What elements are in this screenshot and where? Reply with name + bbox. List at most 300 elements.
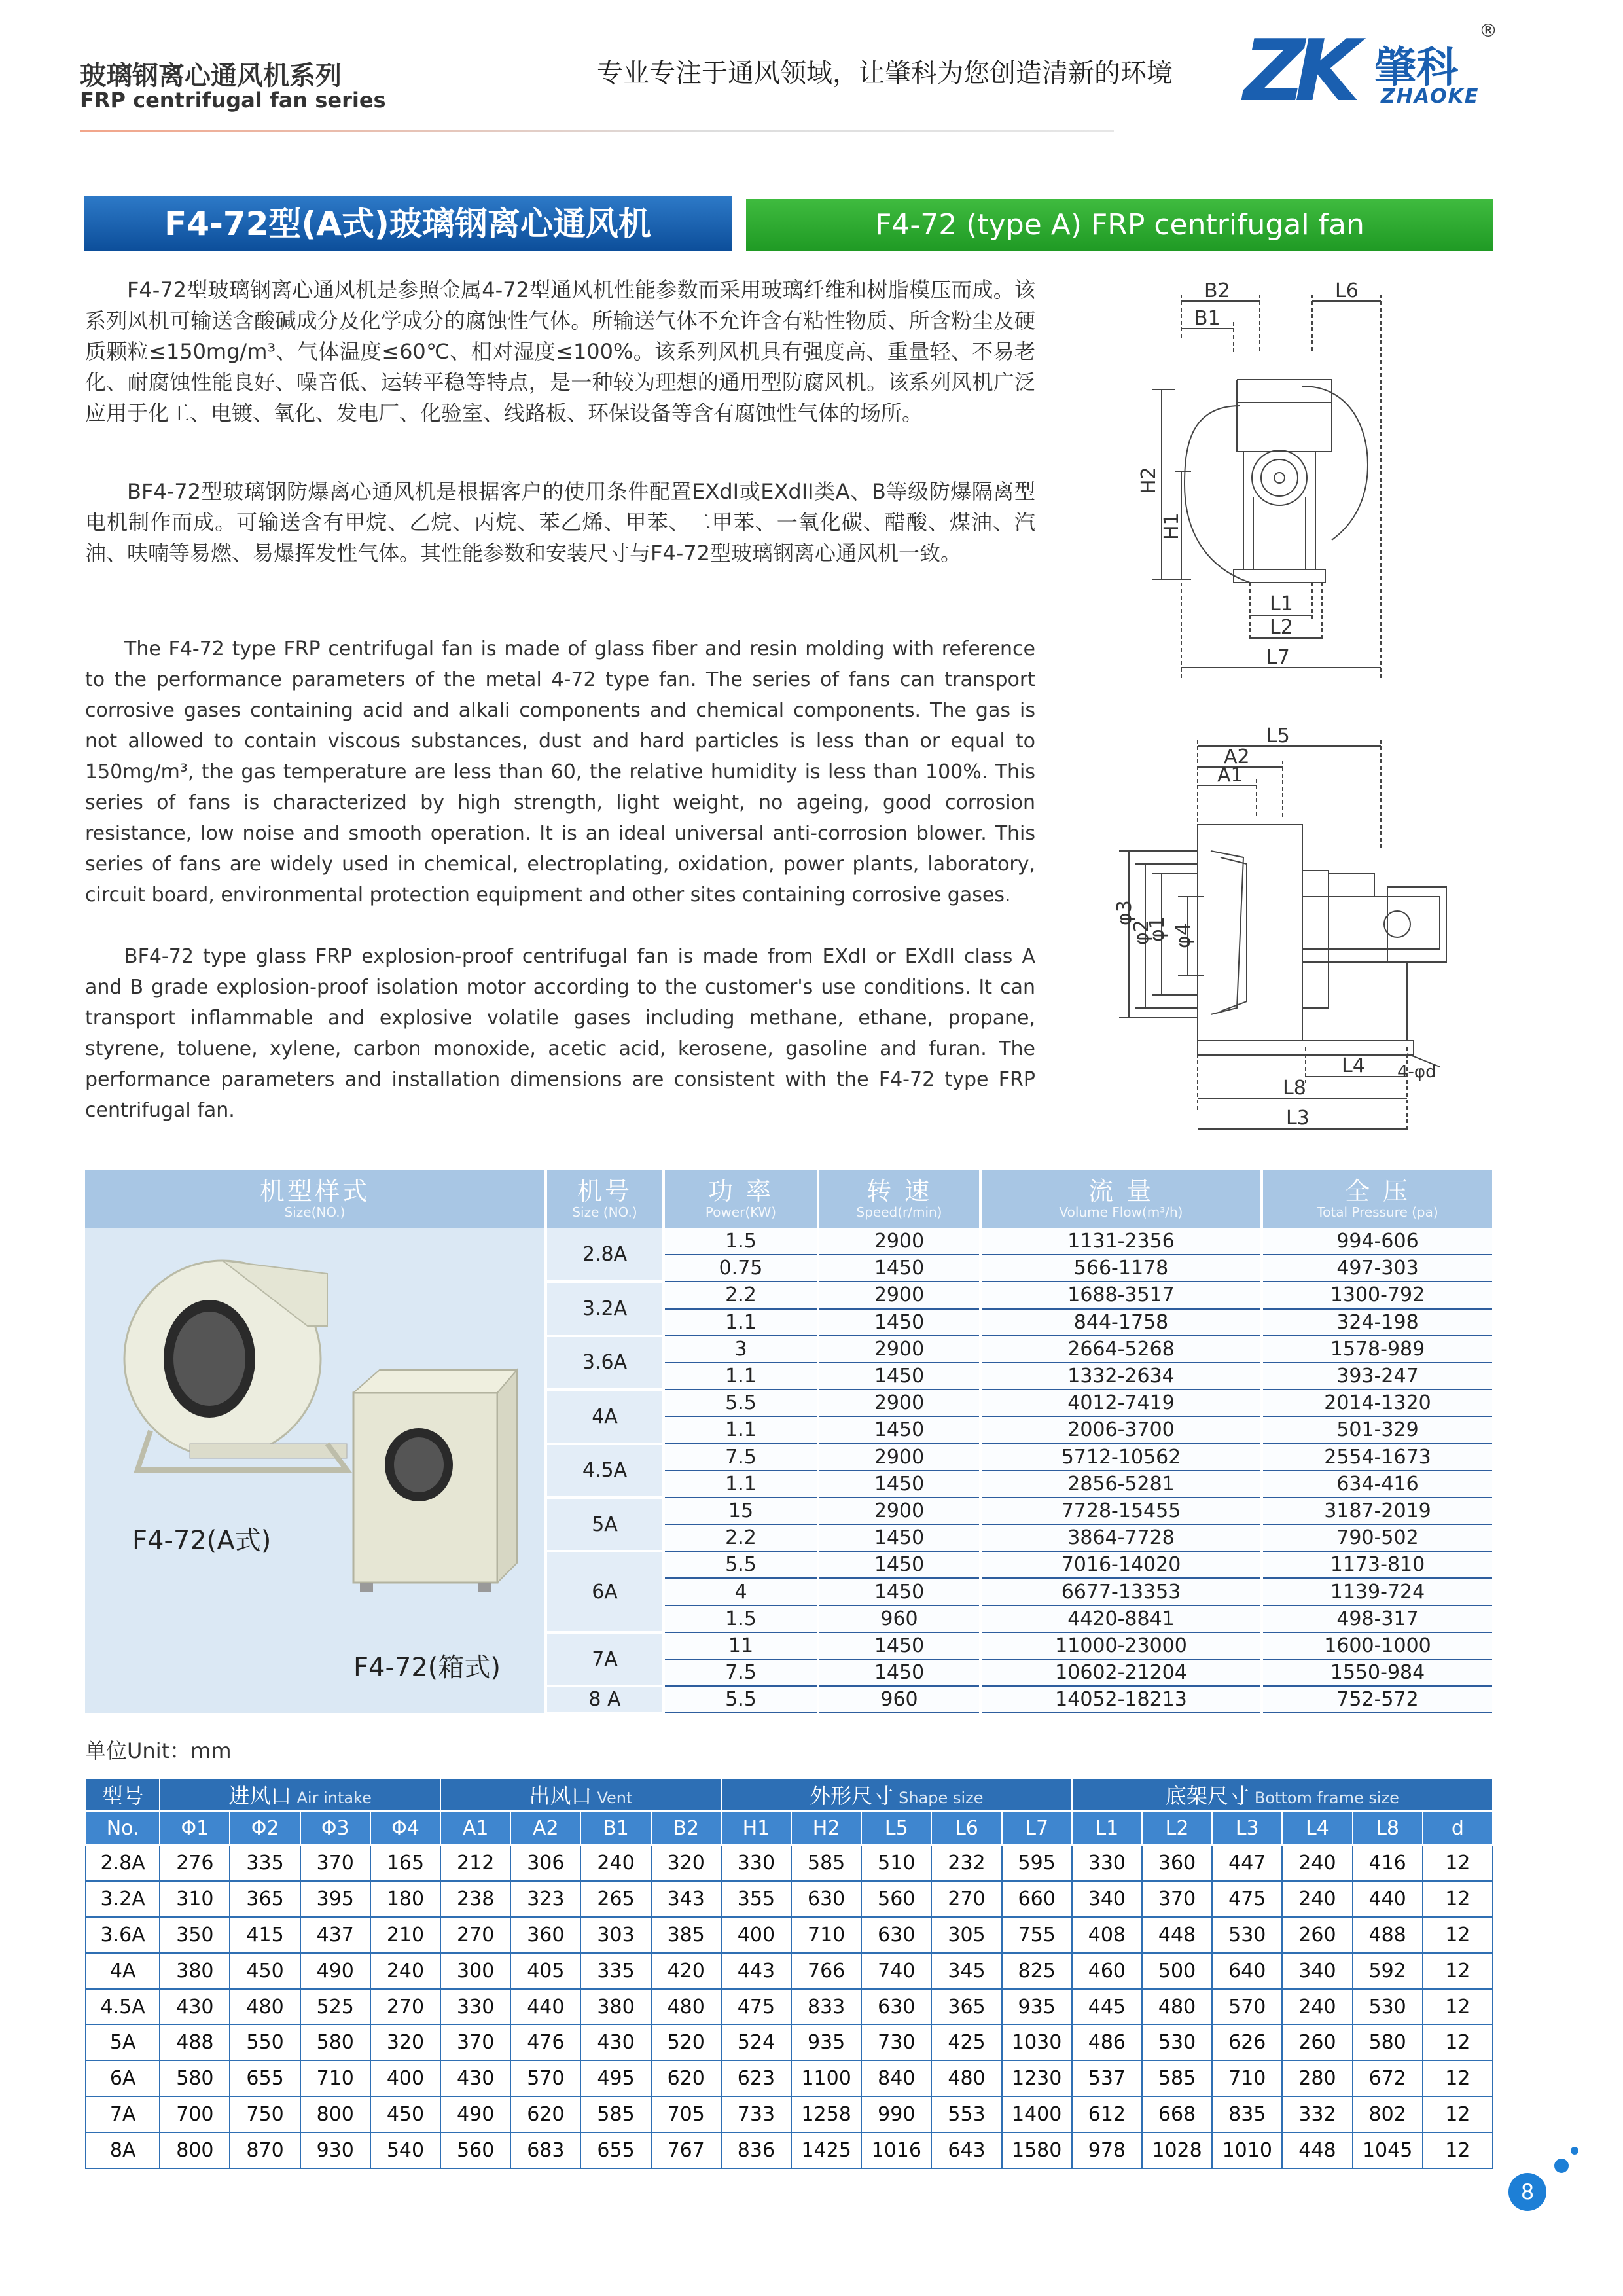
product-photos (85, 1228, 544, 1712)
dim-value-cell: 476 (510, 2024, 580, 2060)
dim-col-header: Φ3 (300, 1811, 370, 1845)
dimension-table-row (86, 2060, 1493, 2096)
dim-col-header: Φ2 (230, 1811, 300, 1845)
page-number: 8 (1508, 2173, 1546, 2211)
dim-value-cell: 840 (861, 2060, 931, 2096)
dim-value-cell: 12 (1423, 1989, 1493, 2025)
dim-value-cell: 800 (160, 2132, 230, 2168)
dim-value-cell: 355 (721, 1881, 791, 1917)
power-cell: 11 (664, 1632, 818, 1659)
dim-value-cell: 802 (1353, 2096, 1423, 2132)
dim-value-cell: 335 (580, 1953, 651, 1989)
dim-value-cell: 490 (300, 1953, 370, 1989)
dim-value-cell: 530 (1142, 2024, 1212, 2060)
dim-value-cell: 180 (370, 1881, 440, 1917)
group-header-model: 型号 (86, 1778, 160, 1811)
performance-table-row (85, 1228, 1493, 1255)
dim-value-cell: 585 (791, 1845, 861, 1881)
fan-size-cell: 4.5A (546, 1444, 664, 1498)
col-header-power: 功 率 Power(KW) (664, 1170, 818, 1228)
dim-col-header: L4 (1282, 1811, 1352, 1845)
speed-cell: 1450 (818, 1524, 980, 1551)
dim-value-cell: 330 (440, 1989, 510, 2025)
fan-size-cell: 5A (546, 1498, 664, 1551)
dimension-table-row (86, 2096, 1493, 2132)
volume-flow-cell: 11000-23000 (980, 1632, 1262, 1659)
intro-paragraph-cn-1: F4-72型玻璃钢离心通风机是参照金属4-72型通风机性能参数而采用玻璃纤维和树脂模压而成。该系列风机可输送含酸碱成分及化学成分的腐蚀性气体。所输送气体不允许含有粘性物质、所含粉尘及硬质颗粒≤150mg/m³、气体温度≤60℃、相对湿度≤100%。该系列风机具有强度高、重量轻、不易老化、耐腐蚀性能良好、噪音低、运转平稳等特点，是一种较为理想的通用型防腐风机。该系列风机广泛应用于化工、电镀、氧化、发电厂、化验室、线路板、环保设备等含有腐蚀性气体的场所。 (85, 278, 1035, 425)
dim-label-l6: L6 (1335, 279, 1359, 302)
dimension-table-row (86, 1881, 1493, 1917)
header-series-en: FRP centrifugal fan series (80, 88, 386, 113)
volume-flow-cell: 3864-7728 (980, 1524, 1262, 1551)
total-pressure-cell: 501-329 (1262, 1416, 1493, 1443)
header-divider (80, 130, 1114, 132)
dim-value-cell: 440 (510, 1989, 580, 2025)
total-pressure-cell: 497-303 (1262, 1255, 1493, 1282)
dim-value-cell: 705 (651, 2096, 721, 2132)
dim-value-cell: 395 (300, 1881, 370, 1917)
dimension-table-row (86, 2024, 1493, 2060)
fan-side-view-drawing (1113, 275, 1440, 694)
power-cell: 5.5 (664, 1551, 818, 1578)
dim-value-cell: 276 (160, 1845, 230, 1881)
dim-value-cell: 305 (931, 1917, 1001, 1953)
dim-value-cell: 260 (1282, 1917, 1352, 1953)
volume-flow-cell: 5712-10562 (980, 1444, 1262, 1471)
group-header-bottom-frame: 底架尺寸 Bottom frame size (1072, 1778, 1493, 1811)
dim-col-header: L2 (1142, 1811, 1212, 1845)
dim-value-cell: 560 (440, 2132, 510, 2168)
total-pressure-cell: 393-247 (1262, 1363, 1493, 1390)
dimension-table-column-header (86, 1811, 1493, 1845)
dim-col-header: H2 (791, 1811, 861, 1845)
total-pressure-cell: 994-606 (1262, 1228, 1493, 1255)
dim-value-cell: 323 (510, 1881, 580, 1917)
dim-value-cell: 240 (580, 1845, 651, 1881)
fan-size-cell: 8 A (546, 1686, 664, 1713)
volume-flow-cell: 1332-2634 (980, 1363, 1262, 1390)
dim-label-4phid: 4-φd (1397, 1062, 1436, 1082)
volume-flow-cell: 4420-8841 (980, 1605, 1262, 1632)
dim-value-cell: 360 (510, 1917, 580, 1953)
section-title-cn: F4-72型(A式)玻璃钢离心通风机 (84, 196, 732, 251)
dim-value-cell: 612 (1072, 2096, 1142, 2132)
speed-cell: 1450 (818, 1363, 980, 1390)
dim-value-cell: 1028 (1142, 2132, 1212, 2168)
volume-flow-cell: 844-1758 (980, 1309, 1262, 1336)
fan-size-cell: 2.8A (546, 1228, 664, 1282)
dim-value-cell: 240 (1282, 1989, 1352, 2025)
dim-value-cell: 990 (861, 2096, 931, 2132)
group-header-shape-size: 外形尺寸 Shape size (721, 1778, 1072, 1811)
dim-value-cell: 1016 (861, 2132, 931, 2168)
dim-value-cell: 415 (230, 1917, 300, 1953)
caption-box-type: F4-72(箱式) (353, 1653, 501, 1683)
dim-col-header: B2 (651, 1811, 721, 1845)
performance-table (85, 1170, 1495, 1714)
dim-value-cell: 265 (580, 1881, 651, 1917)
dim-value-cell: 380 (160, 1953, 230, 1989)
intro-paragraph-cn-2: BF4-72型玻璃钢防爆离心通风机是根据客户的使用条件配置EXdI或EXdII类A、B等级防爆隔离型电机制作而成。可输送含有甲烷、乙烷、丙烷、苯乙烯、甲苯、二甲苯、一氧化碳、醋酸、煤油、汽油、呋喃等易燃、易爆挥发性气体。其性能参数和安装尺寸与F4-72型玻璃钢离心通风机一致。 (85, 479, 1035, 565)
dim-value-cell: 490 (440, 2096, 510, 2132)
dim-value-cell: 643 (931, 2132, 1001, 2168)
dim-value-cell: 345 (931, 1953, 1001, 1989)
volume-flow-cell: 2664-5268 (980, 1336, 1262, 1363)
dim-value-cell: 270 (370, 1989, 440, 2025)
dim-model-cell: 3.6A (86, 1917, 160, 1953)
logo-mark: ZK (1243, 21, 1350, 120)
dim-value-cell: 800 (300, 2096, 370, 2132)
dim-value-cell: 730 (861, 2024, 931, 2060)
dim-value-cell: 553 (931, 2096, 1001, 2132)
dim-value-cell: 448 (1282, 2132, 1352, 2168)
dim-col-header: No. (86, 1811, 160, 1845)
dim-model-cell: 3.2A (86, 1881, 160, 1917)
fan-size-cell: 6A (546, 1551, 664, 1632)
power-cell: 0.75 (664, 1255, 818, 1282)
dim-value-cell: 303 (580, 1917, 651, 1953)
page-number-dot-small (1571, 2147, 1578, 2155)
dim-value-cell: 320 (651, 1845, 721, 1881)
dim-value-cell: 370 (1142, 1881, 1212, 1917)
dim-label-h2: H2 (1137, 467, 1160, 494)
dim-value-cell: 550 (230, 2024, 300, 2060)
dimension-table-group-header (86, 1778, 1493, 1811)
intro-paragraph-en-2: BF4-72 type glass FRP explosion-proof centrifugal fan is made from EXdI or EXdII class A and B grade explosion-proof isolation motor according to the customer's use conditions. It can transport inflammable and explosive volatile gases including methane, ethane, propane, styrene, toluene, xylene, carbon monoxide, acetic acid, kerosene, gasoline and furan. The performance parameters and installation dimensions are consistent with the F4-72 type FRP centrifugal fan. (85, 945, 1035, 1122)
dim-value-cell: 833 (791, 1989, 861, 2025)
dim-model-cell: 7A (86, 2096, 160, 2132)
col-header-model-style: 机型样式 Size(NO.) (85, 1170, 546, 1228)
power-cell: 2.2 (664, 1524, 818, 1551)
col-header-total-pressure: 全 压 Total Pressure (pa) (1262, 1170, 1493, 1228)
volume-flow-cell: 4012-7419 (980, 1390, 1262, 1416)
dim-col-header: L6 (931, 1811, 1001, 1845)
dim-value-cell: 360 (1142, 1845, 1212, 1881)
col-header-volume-flow: 流 量 Volume Flow(m³/h) (980, 1170, 1262, 1228)
dim-col-header: B1 (580, 1811, 651, 1845)
dim-value-cell: 480 (1142, 1989, 1212, 2025)
dim-value-cell: 430 (580, 2024, 651, 2060)
total-pressure-cell: 3187-2019 (1262, 1498, 1493, 1524)
speed-cell: 2900 (818, 1336, 980, 1363)
performance-table-header (85, 1170, 1493, 1228)
dim-value-cell: 700 (160, 2096, 230, 2132)
dim-col-header: H1 (721, 1811, 791, 1845)
brand-logo (1243, 20, 1499, 118)
dim-col-header: A1 (440, 1811, 510, 1845)
dim-value-cell: 733 (721, 2096, 791, 2132)
dim-label-l4: L4 (1342, 1054, 1365, 1077)
dimension-table (85, 1778, 1493, 2169)
dim-value-cell: 450 (370, 2096, 440, 2132)
volume-flow-cell: 1688-3517 (980, 1282, 1262, 1308)
col-header-speed: 转 速 Speed(r/min) (818, 1170, 980, 1228)
dim-col-header: L1 (1072, 1811, 1142, 1845)
dim-value-cell: 12 (1423, 1953, 1493, 1989)
dimension-table-row (86, 2132, 1493, 2168)
power-cell: 1.5 (664, 1228, 818, 1255)
power-cell: 1.1 (664, 1309, 818, 1336)
dim-label-b1: B1 (1194, 307, 1221, 330)
dim-value-cell: 340 (1282, 1953, 1352, 1989)
dim-col-header: d (1423, 1811, 1493, 1845)
total-pressure-cell: 1173-810 (1262, 1551, 1493, 1578)
speed-cell: 2900 (818, 1390, 980, 1416)
dim-value-cell: 380 (580, 1989, 651, 2025)
power-cell: 15 (664, 1498, 818, 1524)
dim-value-cell: 260 (1282, 2024, 1352, 2060)
dim-value-cell: 595 (1002, 1845, 1072, 1881)
dim-value-cell: 210 (370, 1917, 440, 1953)
dim-value-cell: 1258 (791, 2096, 861, 2132)
dim-value-cell: 240 (1282, 1845, 1352, 1881)
dim-value-cell: 330 (1072, 1845, 1142, 1881)
dimension-table-row (86, 1953, 1493, 1989)
volume-flow-cell: 566-1178 (980, 1255, 1262, 1282)
dim-value-cell: 416 (1353, 1845, 1423, 1881)
dim-value-cell: 12 (1423, 1845, 1493, 1881)
volume-flow-cell: 10602-21204 (980, 1659, 1262, 1686)
dim-label-h1: H1 (1160, 512, 1183, 540)
dim-value-cell: 400 (721, 1917, 791, 1953)
power-cell: 7.5 (664, 1444, 818, 1471)
dim-value-cell: 486 (1072, 2024, 1142, 2060)
dim-value-cell: 620 (651, 2060, 721, 2096)
dim-value-cell: 408 (1072, 1917, 1142, 1953)
dim-label-a2: A2 (1224, 745, 1250, 768)
dim-value-cell: 740 (861, 1953, 931, 1989)
dim-value-cell: 930 (300, 2132, 370, 2168)
total-pressure-cell: 324-198 (1262, 1309, 1493, 1336)
dim-value-cell: 525 (300, 1989, 370, 2025)
total-pressure-cell: 752-572 (1262, 1686, 1493, 1713)
page-number-dot-large (1554, 2159, 1569, 2173)
dim-value-cell: 440 (1353, 1881, 1423, 1917)
header-slogan: 专业专注于通风领域，让肇科为您创造清新的环境 (597, 58, 1173, 88)
volume-flow-cell: 7728-15455 (980, 1498, 1262, 1524)
dim-col-header: Φ4 (370, 1811, 440, 1845)
dimension-table-row (86, 1917, 1493, 1953)
fan-size-cell: 4A (546, 1390, 664, 1443)
total-pressure-cell: 1300-792 (1262, 1282, 1493, 1308)
dim-label-l2: L2 (1270, 616, 1293, 639)
speed-cell: 960 (818, 1605, 980, 1632)
caption-type-a: F4-72(A式) (132, 1526, 272, 1556)
dim-label-phi3: φ3 (1113, 900, 1136, 925)
dim-value-cell: 537 (1072, 2060, 1142, 2096)
dim-value-cell: 767 (651, 2132, 721, 2168)
dim-model-cell: 4.5A (86, 1989, 160, 2025)
speed-cell: 1450 (818, 1551, 980, 1578)
dim-value-cell: 620 (510, 2096, 580, 2132)
dim-value-cell: 12 (1423, 1881, 1493, 1917)
dim-value-cell: 365 (230, 1881, 300, 1917)
speed-cell: 1450 (818, 1309, 980, 1336)
dim-value-cell: 12 (1423, 2132, 1493, 2168)
power-cell: 4 (664, 1578, 818, 1605)
speed-cell: 1450 (818, 1632, 980, 1659)
dim-value-cell: 626 (1212, 2024, 1282, 2060)
power-cell: 5.5 (664, 1686, 818, 1713)
dim-value-cell: 580 (1353, 2024, 1423, 2060)
dim-value-cell: 240 (1282, 1881, 1352, 1917)
dim-model-cell: 5A (86, 2024, 160, 2060)
dim-value-cell: 320 (370, 2024, 440, 2060)
dim-value-cell: 870 (230, 2132, 300, 2168)
dim-value-cell: 165 (370, 1845, 440, 1881)
dim-label-phi2: φ2 (1130, 920, 1153, 945)
dim-value-cell: 580 (160, 2060, 230, 2096)
dim-col-header: L5 (861, 1811, 931, 1845)
dim-col-header: L7 (1002, 1811, 1072, 1845)
dim-value-cell: 510 (861, 1845, 931, 1881)
dim-value-cell: 400 (370, 2060, 440, 2096)
dim-value-cell: 623 (721, 2060, 791, 2096)
dim-value-cell: 280 (1282, 2060, 1352, 2096)
dim-value-cell: 592 (1353, 1953, 1423, 1989)
total-pressure-cell: 1550-984 (1262, 1659, 1493, 1686)
dim-value-cell: 310 (160, 1881, 230, 1917)
dim-value-cell: 530 (1212, 1917, 1282, 1953)
dim-col-header: A2 (510, 1811, 580, 1845)
dim-value-cell: 12 (1423, 2060, 1493, 2096)
dimension-table-row (86, 1989, 1493, 2025)
dim-value-cell: 495 (580, 2060, 651, 2096)
dim-label-b2: B2 (1204, 279, 1230, 302)
volume-flow-cell: 14052-18213 (980, 1686, 1262, 1713)
dim-label-phi4: φ4 (1172, 923, 1195, 948)
dim-value-cell: 420 (651, 1953, 721, 1989)
dim-value-cell: 835 (1212, 2096, 1282, 2132)
logo-en-text: ZHAOKE (1381, 85, 1480, 108)
dim-value-cell: 1100 (791, 2060, 861, 2096)
dim-value-cell: 935 (791, 2024, 861, 2060)
dim-value-cell: 430 (440, 2060, 510, 2096)
dim-value-cell: 672 (1353, 2060, 1423, 2096)
dim-value-cell: 1425 (791, 2132, 861, 2168)
dim-value-cell: 240 (370, 1953, 440, 1989)
dim-value-cell: 340 (1072, 1881, 1142, 1917)
dim-label-l8: L8 (1283, 1077, 1306, 1100)
dim-value-cell: 668 (1142, 2096, 1212, 2132)
dim-value-cell: 524 (721, 2024, 791, 2060)
dim-value-cell: 683 (510, 2132, 580, 2168)
dim-value-cell: 212 (440, 1845, 510, 1881)
dim-value-cell: 1045 (1353, 2132, 1423, 2168)
dim-label-l7: L7 (1266, 646, 1290, 669)
dim-value-cell: 475 (1212, 1881, 1282, 1917)
volume-flow-cell: 7016-14020 (980, 1551, 1262, 1578)
volume-flow-cell: 1131-2356 (980, 1228, 1262, 1255)
dim-value-cell: 450 (230, 1953, 300, 1989)
dim-value-cell: 447 (1212, 1845, 1282, 1881)
dim-value-cell: 660 (1002, 1881, 1072, 1917)
product-photo-cell (85, 1228, 546, 1713)
dim-value-cell: 1580 (1002, 2132, 1072, 2168)
power-cell: 7.5 (664, 1659, 818, 1686)
total-pressure-cell: 1139-724 (1262, 1578, 1493, 1605)
dim-value-cell: 330 (721, 1845, 791, 1881)
power-cell: 1.1 (664, 1416, 818, 1443)
dim-value-cell: 332 (1282, 2096, 1352, 2132)
dim-value-cell: 630 (791, 1881, 861, 1917)
total-pressure-cell: 2014-1320 (1262, 1390, 1493, 1416)
fan-front-view-drawing (1106, 720, 1472, 1139)
speed-cell: 1450 (818, 1578, 980, 1605)
dim-value-cell: 710 (300, 2060, 370, 2096)
unit-label: 单位Unit：mm (85, 1738, 232, 1763)
fan-size-cell: 3.6A (546, 1336, 664, 1390)
f4-72-box-type-fan-image (347, 1367, 524, 1596)
dim-label-l5: L5 (1266, 725, 1290, 747)
dim-col-header: L8 (1353, 1811, 1423, 1845)
dim-model-cell: 8A (86, 2132, 160, 2168)
dim-value-cell: 1400 (1002, 2096, 1072, 2132)
dim-value-cell: 425 (931, 2024, 1001, 2060)
power-cell: 1.1 (664, 1363, 818, 1390)
logo-registered-mark: ® (1479, 20, 1497, 41)
dim-value-cell: 12 (1423, 2024, 1493, 2060)
dim-value-cell: 630 (861, 1917, 931, 1953)
dim-value-cell: 300 (440, 1953, 510, 1989)
intro-paragraph-en-1: The F4-72 type FRP centrifugal fan is made of glass fiber and resin molding with reference to the performance parameters of the metal 4-72 type fan. The series of fans can transport corrosive gases containing acid and alkali components and chemical components. The gas is not allowed to contain viscous substances, dust and hard particles is less than or equal to 150mg/m³, the gas temperature are less than 60, the relative humidity is less than 100%. This series of fans is characterized by high strength, light weight, no ageing, good corrosion resistance, low noise and smooth operation. It is an ideal universal anti-corrosion blower. This series of fans are widely used in chemical, electroplating, oxidation, power plants, laboratory, circuit board, environmental protection equipment and other sites containing corrosive gases. (85, 637, 1035, 906)
total-pressure-cell: 1578-989 (1262, 1336, 1493, 1363)
total-pressure-cell: 1600-1000 (1262, 1632, 1493, 1659)
speed-cell: 1450 (818, 1471, 980, 1498)
dim-value-cell: 480 (230, 1989, 300, 2025)
power-cell: 5.5 (664, 1390, 818, 1416)
dim-value-cell: 530 (1353, 1989, 1423, 2025)
dim-label-a1: A1 (1217, 764, 1243, 787)
dim-value-cell: 755 (1002, 1917, 1072, 1953)
dim-value-cell: 445 (1072, 1989, 1142, 2025)
group-header-air-intake: 进风口 Air intake (160, 1778, 440, 1811)
speed-cell: 2900 (818, 1228, 980, 1255)
dim-col-header: Φ1 (160, 1811, 230, 1845)
dim-value-cell: 370 (440, 2024, 510, 2060)
dim-value-cell: 836 (721, 2132, 791, 2168)
dim-value-cell: 540 (370, 2132, 440, 2168)
fan-size-cell: 3.2A (546, 1282, 664, 1335)
power-cell: 2.2 (664, 1282, 818, 1308)
dim-value-cell: 343 (651, 1881, 721, 1917)
dim-label-phi1: φ1 (1146, 916, 1169, 942)
dim-value-cell: 430 (160, 1989, 230, 2025)
dim-model-cell: 4A (86, 1953, 160, 1989)
dim-value-cell: 270 (931, 1881, 1001, 1917)
dim-value-cell: 270 (440, 1917, 510, 1953)
dim-value-cell: 560 (861, 1881, 931, 1917)
dim-value-cell: 500 (1142, 1953, 1212, 1989)
dim-value-cell: 766 (791, 1953, 861, 1989)
dim-value-cell: 1230 (1002, 2060, 1072, 2096)
volume-flow-cell: 2856-5281 (980, 1471, 1262, 1498)
speed-cell: 1450 (818, 1659, 980, 1686)
total-pressure-cell: 790-502 (1262, 1524, 1493, 1551)
dim-value-cell: 488 (1353, 1917, 1423, 1953)
fan-size-cell: 7A (546, 1632, 664, 1686)
group-header-vent: 出风口 Vent (440, 1778, 721, 1811)
speed-cell: 2900 (818, 1444, 980, 1471)
logo-cn-text: 肇科 (1374, 44, 1458, 92)
speed-cell: 1450 (818, 1255, 980, 1282)
dim-value-cell: 580 (300, 2024, 370, 2060)
dim-value-cell: 480 (651, 1989, 721, 2025)
dim-value-cell: 480 (931, 2060, 1001, 2096)
total-pressure-cell: 2554-1673 (1262, 1444, 1493, 1471)
dim-value-cell: 570 (510, 2060, 580, 2096)
dim-value-cell: 335 (230, 1845, 300, 1881)
